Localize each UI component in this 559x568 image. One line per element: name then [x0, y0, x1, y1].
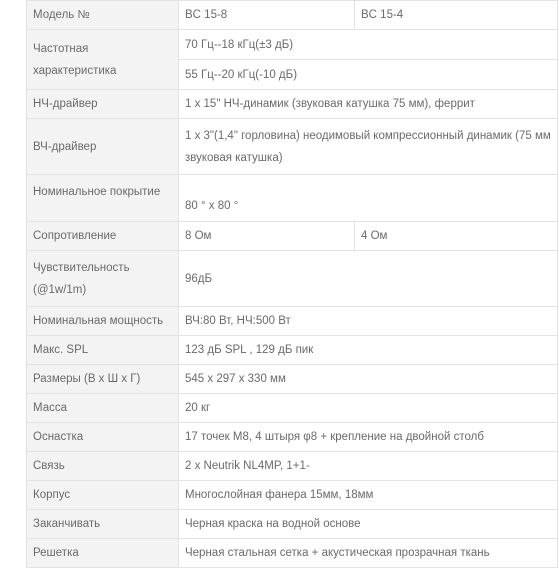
row-label-sensitivity-line-1: Чувствительность: [33, 261, 130, 274]
row-value-grille: Черная стальная сетка + акустическая прозрачная ткань: [179, 539, 558, 568]
row-label-enclosure: Корпус: [27, 481, 179, 510]
row-value-finish: Черная краска на водной основе: [179, 510, 558, 539]
row-value-rigging: 17 точек M8, 4 штыря φ8 + крепление на двойной столб: [179, 423, 558, 452]
table-row: [27, 452, 558, 481]
row-label-lf-driver: НЧ-драйвер: [27, 90, 179, 119]
row-value-rated-power: ВЧ:80 Вт, НЧ:500 Вт: [179, 307, 558, 336]
row-label-finish: Заканчивать: [27, 510, 179, 539]
row-label-max-spl: Макс. SPL: [27, 336, 179, 365]
row-label-rigging: Оснастка: [27, 423, 179, 452]
table-row: [27, 119, 558, 175]
table-row: [27, 539, 558, 568]
row-value-dimensions: 545 x 297 x 330 мм: [179, 365, 558, 394]
row-label-impedance: Сопротивление: [27, 222, 179, 251]
row-label-weight: Масса: [27, 394, 179, 423]
row-label-frequency: Частотная характеристика: [27, 30, 179, 90]
row-label-grille: Решетка: [27, 539, 179, 568]
table-row: [27, 307, 558, 336]
row-label-dimensions: Размеры (В х Ш х Г): [27, 365, 179, 394]
row-value-hf-driver-line-1: 1 x 3"(1,4" горловина) неодимовый компрессионный динамик (75 мм: [185, 129, 551, 142]
table-row: [27, 423, 558, 452]
table-row: [27, 90, 558, 119]
table-row: [27, 30, 558, 60]
row-label-coverage: Номинальное покрытие: [27, 175, 179, 222]
table-row: [27, 394, 558, 423]
row-label-hf-driver: ВЧ-драйвер: [27, 119, 179, 175]
row-value-weight: 20 кг: [179, 394, 558, 423]
row-label-sensitivity-line-2: (@1w/1m): [33, 283, 87, 296]
table-row: [27, 365, 558, 394]
row-value-hf-driver: [179, 119, 558, 175]
table-row: [27, 222, 558, 251]
row-value-lf-driver: 1 x 15" НЧ-динамик (звуковая катушка 75 мм), феррит: [179, 90, 558, 119]
table-row: [27, 1, 558, 30]
row-value-max-spl: 123 дБ SPL , 129 дБ пик: [179, 336, 558, 365]
row-value-sensitivity: 96дБ: [179, 251, 558, 307]
row-value-impedance-4: 4 Ом: [355, 222, 558, 251]
table-row: [27, 510, 558, 539]
row-value-model-8: BC 15-8: [179, 1, 355, 30]
spec-table: [26, 0, 558, 568]
table-row: [27, 481, 558, 510]
row-label-connectors: Связь: [27, 452, 179, 481]
row-value-impedance-8: 8 Ом: [179, 222, 355, 251]
table-row: [27, 336, 558, 365]
table-row: [27, 175, 558, 222]
row-label-model: Модель №: [27, 1, 179, 30]
row-value-frequency-1: 70 Гц--18 кГц(±3 дБ): [179, 30, 558, 60]
row-value-connectors: 2 x Neutrik NL4MP, 1+1-: [179, 452, 558, 481]
table-row: [27, 251, 558, 307]
row-value-enclosure: Многослойная фанера 15мм, 18мм: [179, 481, 558, 510]
row-value-frequency-2: 55 Гц--20 кГц(-10 дБ): [179, 60, 558, 90]
row-value-hf-driver-line-2: звуковая катушка): [185, 151, 283, 164]
row-label-sensitivity: [27, 251, 179, 307]
row-label-rated-power: Номинальная мощность: [27, 307, 179, 336]
row-value-coverage: 80 ° x 80 °: [179, 175, 558, 222]
row-value-model-4: BC 15-4: [355, 1, 558, 30]
